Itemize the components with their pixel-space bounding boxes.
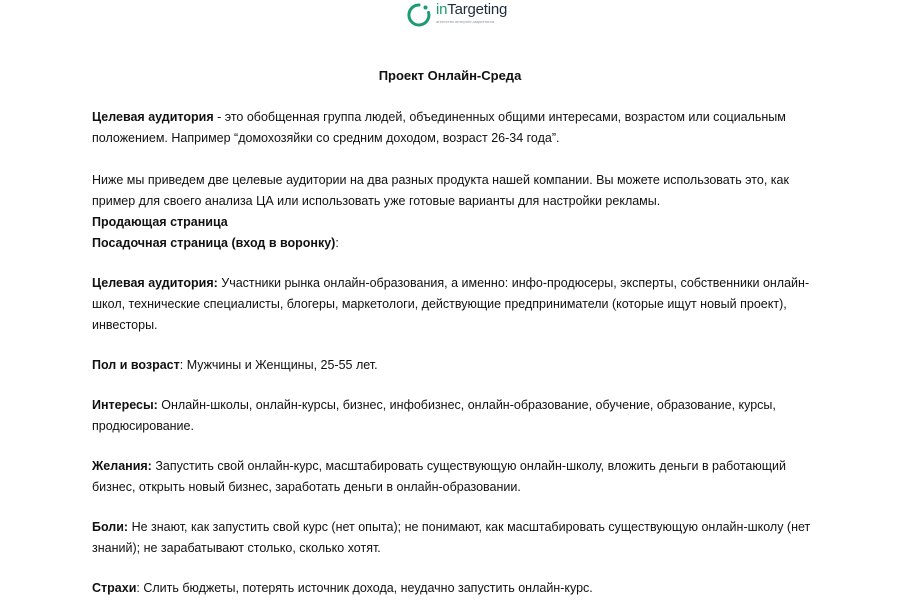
intro-text: - это обобщенная группа людей, объединенных общими интересами, возрастом или социальным положением. Например “домохозяйки со средним доходом, возраст 26-34 года”. [92,110,786,145]
gender-age-item: Пол и возраст: Мужчины и Женщины, 25-55 лет. [92,358,378,372]
document-title: Проект Онлайн-Среда [378,68,522,83]
desires-item: Желания: Запустить свой онлайн-курс, масштабировать существующую онлайн-школу, вложить деньги в работающий бизнес, открыть новый бизнес, заработать деньги в онлайн-образовании. [92,459,786,494]
audience-item: Целевая аудитория: Участники рынка онлайн-образования, а именно: инфо-продюсеры, эксперты, собственники онлайн-школ, технические специалисты, блогеры, маркетологи, действующие предприниматели (которые ищут новый проект), инвесторы. [92,276,810,332]
interests-item: Интересы: Онлайн-школы, онлайн-курсы, бизнес, инфобизнес, онлайн-образование, обучение, образование, курсы, продюсирование. [92,398,776,433]
fears-item: Страхи: Слить бюджеты, потерять источник дохода, неудачно запустить онлайн-курс. [92,581,593,595]
intro-term: Целевая аудитория [92,110,214,124]
lead-paragraph: Ниже мы приведем две целевые аудитории на два разных продукта нашей компании. Вы можете использовать это, как пример для своего анализа ЦА или использовать уже готовые варианты для настройки рекламы. [92,173,789,208]
logo-ring-icon [406,2,432,28]
company-logo [406,2,507,28]
section-heading-sales: Продающая страница [92,215,228,229]
document-body [92,107,820,599]
section-heading-landing: Посадочная страница (вход в воронку): [92,236,339,250]
intro-paragraph [92,107,820,149]
pains-item: Боли: Не знают, как запустить свой курс (нет опыта); не понимают, как масштабировать существующую онлайн-школу (нет знаний); не зарабатывают столько, сколько хотят. [92,520,811,555]
logo-tagline: агентство интернет-маркетинга [436,19,495,24]
logo-prefix: in [436,1,448,18]
logo-name: Targeting [447,1,508,18]
logo-wordmark [436,2,507,17]
